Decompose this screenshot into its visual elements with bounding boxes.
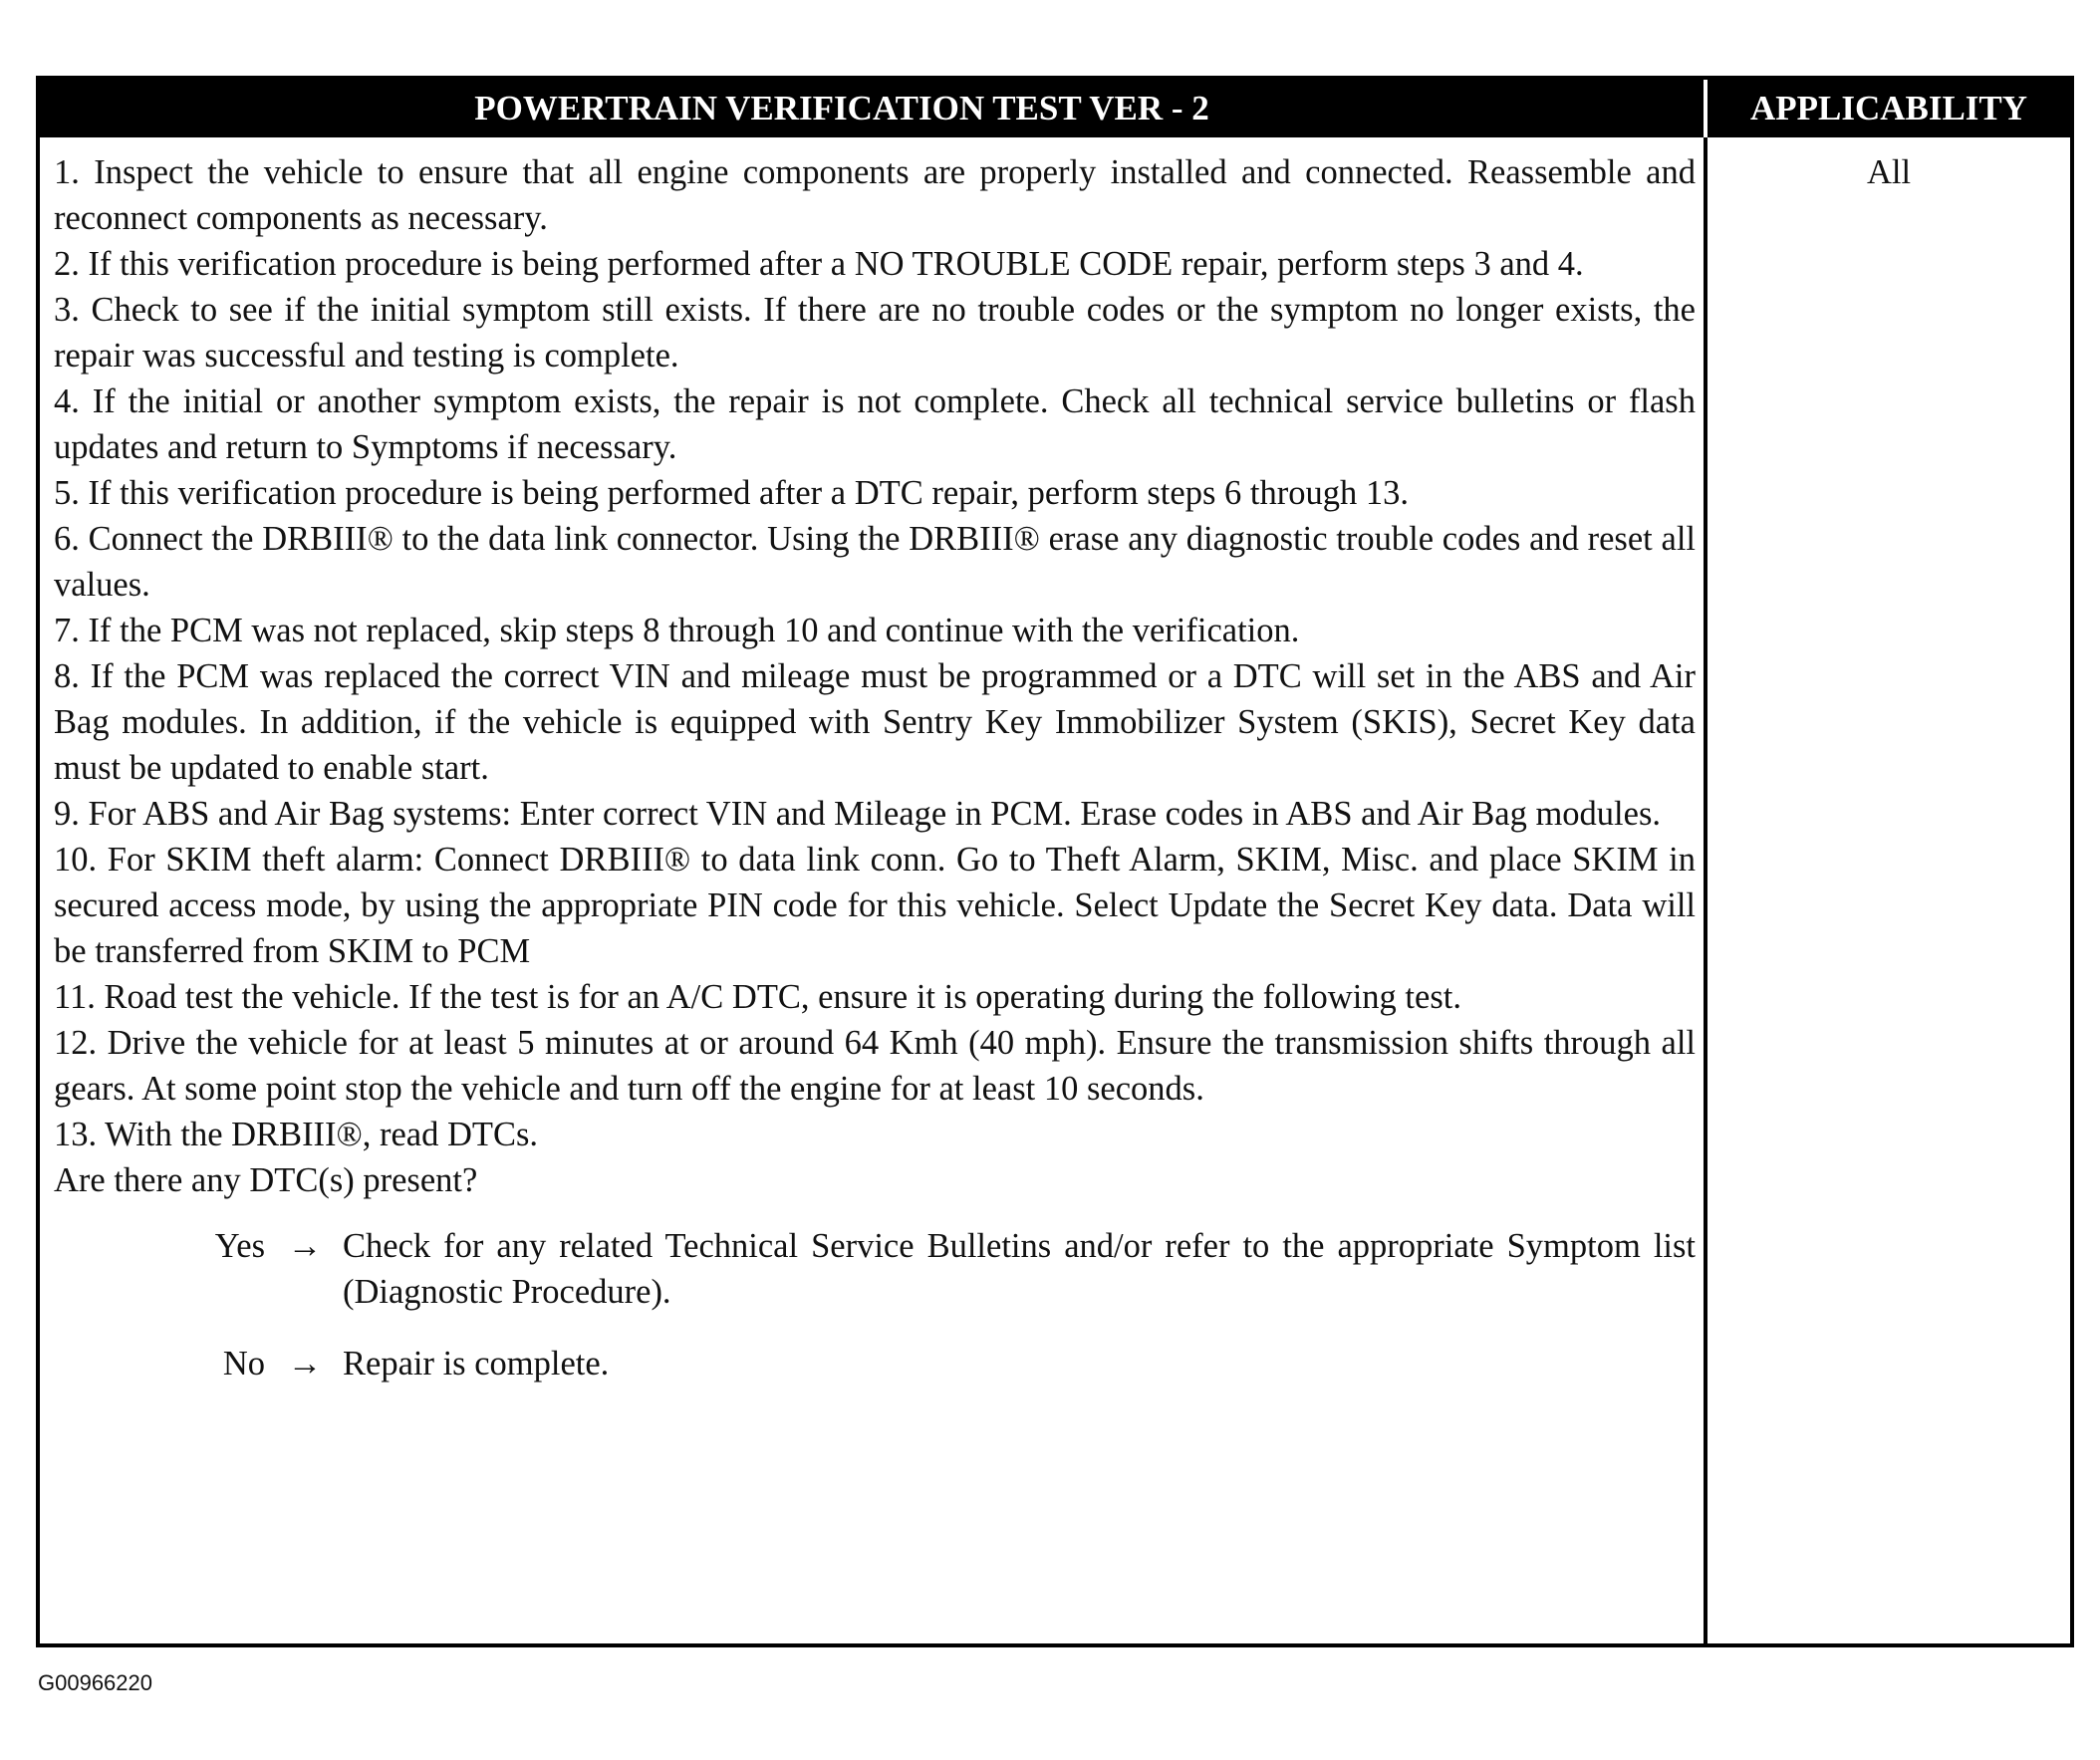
applicability-cell: All bbox=[1866, 153, 1912, 191]
step-10: 10. For SKIM theft alarm: Connect DRBIII® to data link conn. Go to Theft Alarm, SKIM, Misc. and place SKIM in secured access mode, by using the appropriate PIN code for this vehicle. Select Update the Secret Key data. Data will be transferred from SKIM to PCM bbox=[54, 841, 1696, 970]
step-8: 8. If the PCM was replaced the correct VIN and mileage must be programmed or a DTC will set in the ABS and Air Bag modules. In addition, if the vehicle is equipped with Sentry Key Immobilizer System (SKIS), Secret Key data must be updated to enable start. bbox=[54, 657, 1696, 787]
applicability-header: APPLICABILITY bbox=[1707, 80, 2070, 137]
step-5: 5. If this verification procedure is being performed after a DTC repair, perform steps 6 through 13. bbox=[54, 474, 1409, 512]
step-13: 13. With the DRBIII®, read DTCs. bbox=[54, 1116, 539, 1153]
step-12: 12. Drive the vehicle for at least 5 minutes at or around 64 Kmh (40 mph). Ensure the transmission shifts through all gears. At some point stop the vehicle and turn off the engine for at least 10 seconds. bbox=[54, 1024, 1696, 1108]
step-3: 3. Check to see if the initial symptom still exists. If there are no trouble codes or the symptom no longer exists, the repair was successful and testing is complete. bbox=[54, 291, 1696, 375]
answer-yes-label: Yes bbox=[214, 1227, 265, 1265]
answer-yes-text: Check for any related Technical Service Bulletins and/or refer to the appropriate Symptom list (Diagnostic Procedure). bbox=[343, 1227, 1696, 1311]
procedure-cell bbox=[40, 137, 1707, 1643]
answer-no-label: No bbox=[222, 1345, 265, 1383]
answer-no bbox=[54, 1341, 1696, 1386]
verification-table bbox=[36, 76, 2074, 1647]
step-11: 11. Road test the vehicle. If the test is for an A/C DTC, ensure it is operating during the following test. bbox=[54, 978, 1461, 1016]
step-4: 4. If the initial or another symptom exists, the repair is not complete. Check all technical service bulletins or flash updates and return to Symptoms if necessary. bbox=[54, 382, 1696, 466]
step-9: 9. For ABS and Air Bag systems: Enter correct VIN and Mileage in PCM. Erase codes in ABS and Air Bag modules. bbox=[54, 795, 1662, 833]
arrow-right-icon: → bbox=[287, 1227, 323, 1265]
step-2: 2. If this verification procedure is being performed after a NO TROUBLE CODE repair, perform steps 3 and 4. bbox=[54, 245, 1584, 283]
answer-no-text: Repair is complete. bbox=[343, 1345, 610, 1383]
step-1: 1. Inspect the vehicle to ensure that all engine components are properly installed and connected. Reassemble and reconnect components as necessary. bbox=[54, 153, 1696, 237]
dtc-question: Are there any DTC(s) present? bbox=[54, 1161, 478, 1199]
answer-yes bbox=[54, 1223, 1696, 1315]
table-title: POWERTRAIN VERIFICATION TEST VER - 2 bbox=[40, 80, 1707, 137]
figure-code: G00966220 bbox=[38, 1670, 152, 1695]
step-6: 6. Connect the DRBIII® to the data link connector. Using the DRBIII® erase any diagnostic trouble codes and reset all values. bbox=[54, 520, 1696, 604]
step-7: 7. If the PCM was not replaced, skip steps 8 through 10 and continue with the verification. bbox=[54, 612, 1300, 649]
arrow-right-icon: → bbox=[287, 1345, 323, 1383]
